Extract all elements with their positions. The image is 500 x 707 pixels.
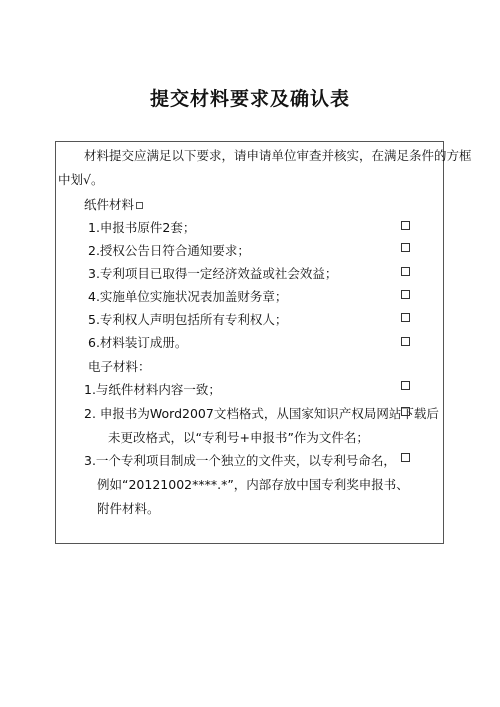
electronic-item-3-line-2: 例如“20121002****.*”，内部存放中国专利奖申报书、 <box>97 477 409 492</box>
paper-item-2: 2.授权公告日符合通知要求； <box>88 243 250 258</box>
electronic-item-2-checkbox[interactable] <box>401 407 410 416</box>
electronic-item-3-line-1: 3.一个专利项目制成一个独立的文件夹，以专利号命名， <box>84 453 396 468</box>
paper-materials-heading <box>84 197 143 213</box>
paper-materials-label: 纸件材料 <box>84 197 135 212</box>
paper-item-6: 6.材料装订成册。 <box>88 335 188 350</box>
paper-item-1: 1.申报书原件2套； <box>88 220 196 235</box>
paper-item-3: 3.专利项目已取得一定经济效益或社会效益； <box>88 266 338 281</box>
electronic-item-2-line-1: 2. 申报书为Word2007文档格式，从国家知识产权局网站下载后 <box>84 406 439 421</box>
electronic-item-3-checkbox[interactable] <box>401 453 410 462</box>
electronic-item-1: 1.与纸件材料内容一致； <box>84 382 221 397</box>
paper-item-5-checkbox[interactable] <box>401 313 410 322</box>
paper-item-5: 5.专利权人声明包括所有专利权人； <box>88 312 288 327</box>
electronic-materials-heading: 电子材料： <box>88 359 151 374</box>
form-title: 提交材料要求及确认表 <box>149 88 350 110</box>
paper-item-2-checkbox[interactable] <box>401 243 410 252</box>
intro-line-2: 中划√。 <box>58 172 104 187</box>
paper-item-1-checkbox[interactable] <box>401 221 410 230</box>
electronic-item-3-line-3: 附件材料。 <box>97 501 160 516</box>
paper-item-3-checkbox[interactable] <box>401 267 410 276</box>
paper-item-6-checkbox[interactable] <box>401 337 410 346</box>
heading-checkbox-icon <box>136 202 143 209</box>
intro-line-1: 材料提交应满足以下要求，请申请单位审查并核实，在满足条件的方框 <box>84 148 472 163</box>
electronic-item-1-checkbox[interactable] <box>401 381 410 390</box>
paper-item-4: 4.实施单位实施状况表加盖财务章； <box>88 289 288 304</box>
paper-item-4-checkbox[interactable] <box>401 290 410 299</box>
electronic-item-2-line-2: 未更改格式，以“专利号+申报书”作为文件名； <box>108 430 369 445</box>
